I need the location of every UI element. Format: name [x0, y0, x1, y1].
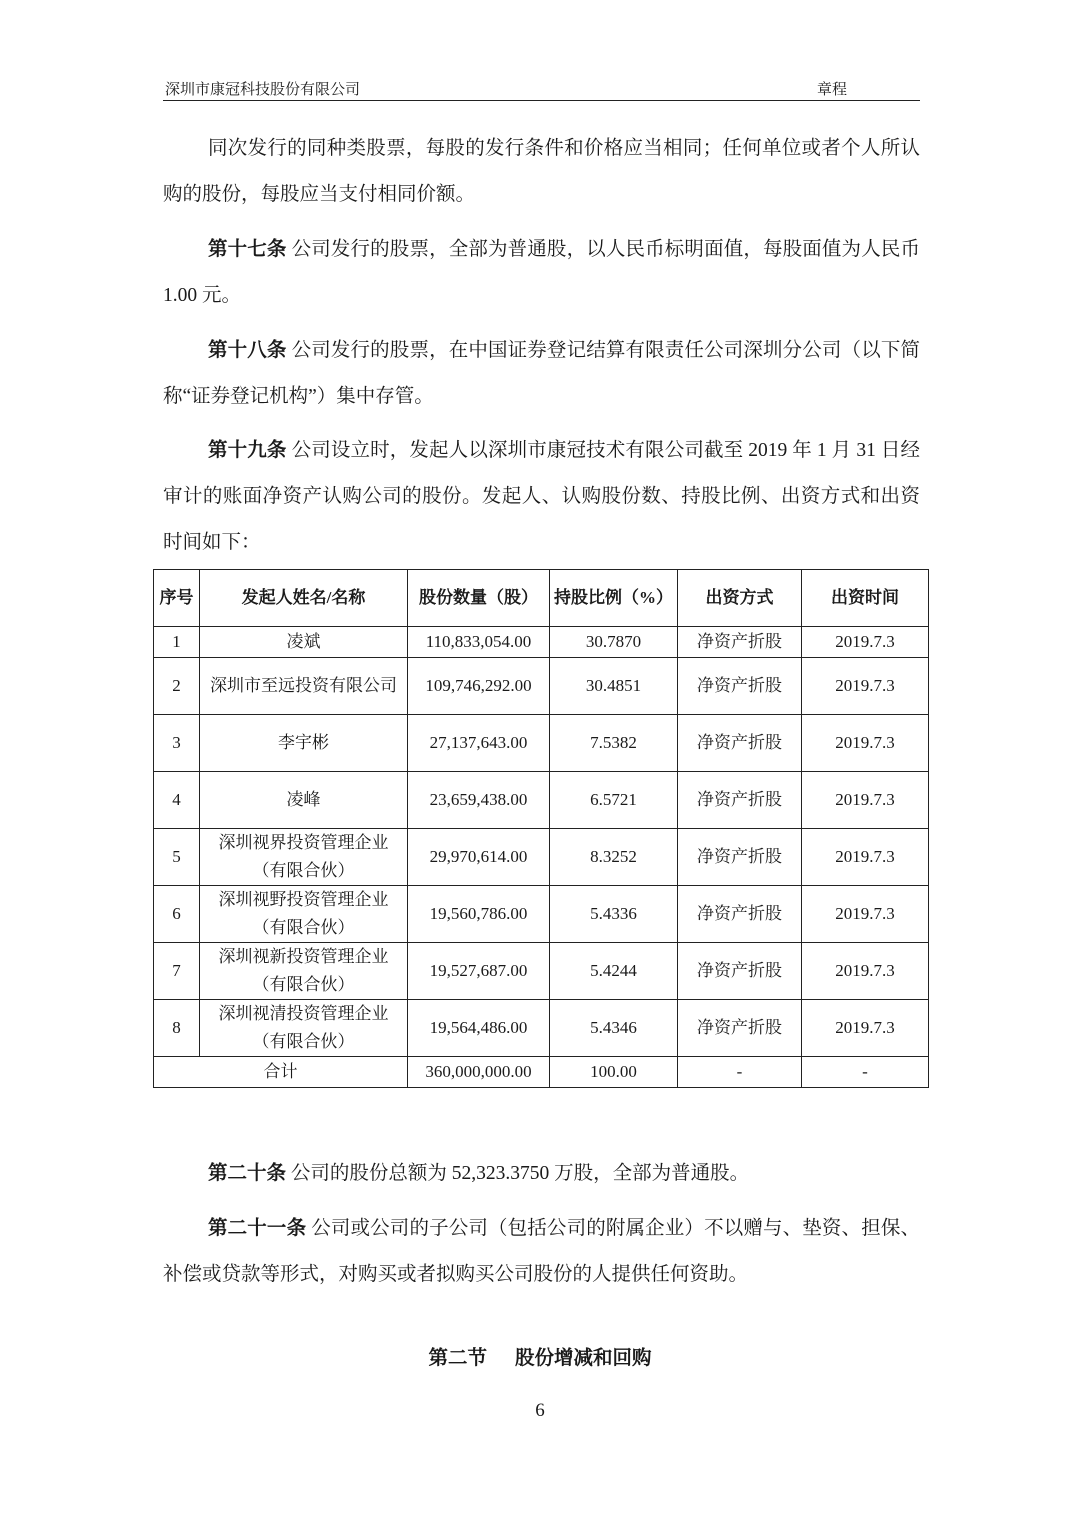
- cell-name: 深圳视野投资管理企业（有限合伙）: [200, 886, 408, 943]
- cell-shares: 19,527,687.00: [408, 943, 550, 1000]
- header-share-count: 股份数量（股）: [408, 570, 550, 627]
- cell-index: 5: [154, 829, 200, 886]
- table-row: [154, 829, 929, 886]
- article-19-title: 第十九条: [208, 440, 287, 461]
- header-promoter-name: 发起人姓名/名称: [200, 570, 408, 627]
- article-17: [163, 227, 920, 319]
- cell-method: 净资产折股: [678, 886, 802, 943]
- cell-date: 2019.7.3: [802, 886, 929, 943]
- cell-ratio: 7.5382: [550, 715, 678, 772]
- total-ratio: 100.00: [550, 1057, 678, 1088]
- cell-name: 深圳视新投资管理企业（有限合伙）: [200, 943, 408, 1000]
- cell-index: 4: [154, 772, 200, 829]
- table-row: [154, 715, 929, 772]
- cell-ratio: 5.4244: [550, 943, 678, 1000]
- cell-shares: 19,560,786.00: [408, 886, 550, 943]
- promoters-share-table: [153, 569, 929, 1088]
- cell-date: 2019.7.3: [802, 627, 929, 658]
- cell-index: 2: [154, 658, 200, 715]
- article-17-title: 第十七条: [208, 239, 287, 260]
- cell-ratio: 5.4346: [550, 1000, 678, 1057]
- table-total-row: [154, 1057, 929, 1088]
- table-row: [154, 658, 929, 715]
- cell-method: 净资产折股: [678, 715, 802, 772]
- cell-method: 净资产折股: [678, 627, 802, 658]
- cell-shares: 19,564,486.00: [408, 1000, 550, 1057]
- section-number: 第二节: [428, 1348, 487, 1369]
- header-contribution-method: 出资方式: [678, 570, 802, 627]
- header-contribution-date: 出资时间: [802, 570, 929, 627]
- section-title: 股份增减和回购: [515, 1348, 652, 1369]
- cell-index: 7: [154, 943, 200, 1000]
- cell-method: 净资产折股: [678, 829, 802, 886]
- cell-shares: 23,659,438.00: [408, 772, 550, 829]
- total-shares: 360,000,000.00: [408, 1057, 550, 1088]
- cell-date: 2019.7.3: [802, 943, 929, 1000]
- article-20-title: 第二十条: [208, 1163, 287, 1184]
- cell-shares: 109,746,292.00: [408, 658, 550, 715]
- cell-ratio: 30.4851: [550, 658, 678, 715]
- table-row: [154, 886, 929, 943]
- cell-name: 深圳视清投资管理企业（有限合伙）: [200, 1000, 408, 1057]
- article-18-title: 第十八条: [208, 340, 287, 361]
- total-label: 合计: [154, 1057, 408, 1088]
- cell-date: 2019.7.3: [802, 829, 929, 886]
- article-19-text: 公司设立时，发起人以深圳市康冠技术有限公司截至 2019 年 1 月 31 日经审计的账面净资产认购公司的股份。发起人、认购股份数、持股比例、出资方式和出资时间如下：: [163, 440, 920, 553]
- cell-date: 2019.7.3: [802, 772, 929, 829]
- cell-name: 凌峰: [200, 772, 408, 829]
- cell-index: 8: [154, 1000, 200, 1057]
- table-row: [154, 772, 929, 829]
- page-number: 6: [535, 1400, 545, 1421]
- cell-ratio: 8.3252: [550, 829, 678, 886]
- cell-date: 2019.7.3: [802, 1000, 929, 1057]
- article-18-text: 公司发行的股票，在中国证券登记结算有限责任公司深圳分公司（以下简称“证券登记机构”）集中存管。: [163, 340, 920, 407]
- table-row: [154, 1000, 929, 1057]
- cell-name: 凌斌: [200, 627, 408, 658]
- cell-date: 2019.7.3: [802, 715, 929, 772]
- section-heading: [0, 1344, 1080, 1374]
- table-header-row: [154, 570, 929, 627]
- cell-method: 净资产折股: [678, 772, 802, 829]
- article-19: [163, 428, 920, 566]
- cell-method: 净资产折股: [678, 658, 802, 715]
- article-17-text: 公司发行的股票，全部为普通股，以人民币标明面值，每股面值为人民币 1.00 元。: [163, 239, 920, 306]
- total-date: -: [802, 1057, 929, 1088]
- page-header: [163, 76, 920, 101]
- cell-shares: 27,137,643.00: [408, 715, 550, 772]
- table-row: [154, 627, 929, 658]
- cell-name: 李宇彬: [200, 715, 408, 772]
- cell-date: 2019.7.3: [802, 658, 929, 715]
- article-20-text: 公司的股份总额为 52,323.3750 万股，全部为普通股。: [286, 1163, 750, 1184]
- header-company-name: 深圳市康冠科技股份有限公司: [165, 82, 361, 98]
- cell-name: 深圳视界投资管理企业（有限合伙）: [200, 829, 408, 886]
- cell-ratio: 30.7870: [550, 627, 678, 658]
- paragraph-continuation: 同次发行的同种类股票，每股的发行条件和价格应当相同；任何单位或者个人所认购的股份，每股应当支付相同价额。: [163, 138, 920, 205]
- article-21-text: 公司或公司的子公司（包括公司的附属企业）不以赠与、垫资、担保、补偿或贷款等形式，对购买或者拟购买公司股份的人提供任何资助。: [163, 1218, 920, 1285]
- header-doc-type: 章程: [817, 82, 848, 98]
- cell-ratio: 5.4336: [550, 886, 678, 943]
- table-row: [154, 943, 929, 1000]
- total-method: -: [678, 1057, 802, 1088]
- header-index: 序号: [154, 570, 200, 627]
- cell-index: 3: [154, 715, 200, 772]
- cell-index: 6: [154, 886, 200, 943]
- header-share-ratio: 持股比例（%）: [550, 570, 678, 627]
- cell-name: 深圳市至远投资有限公司: [200, 658, 408, 715]
- cell-method: 净资产折股: [678, 943, 802, 1000]
- cell-shares: 110,833,054.00: [408, 627, 550, 658]
- article-20: [163, 1151, 920, 1197]
- cell-ratio: 6.5721: [550, 772, 678, 829]
- cell-index: 1: [154, 627, 200, 658]
- article-21: [163, 1206, 920, 1298]
- article-18: [163, 328, 920, 420]
- cell-method: 净资产折股: [678, 1000, 802, 1057]
- cell-shares: 29,970,614.00: [408, 829, 550, 886]
- article-21-title: 第二十一条: [208, 1218, 307, 1239]
